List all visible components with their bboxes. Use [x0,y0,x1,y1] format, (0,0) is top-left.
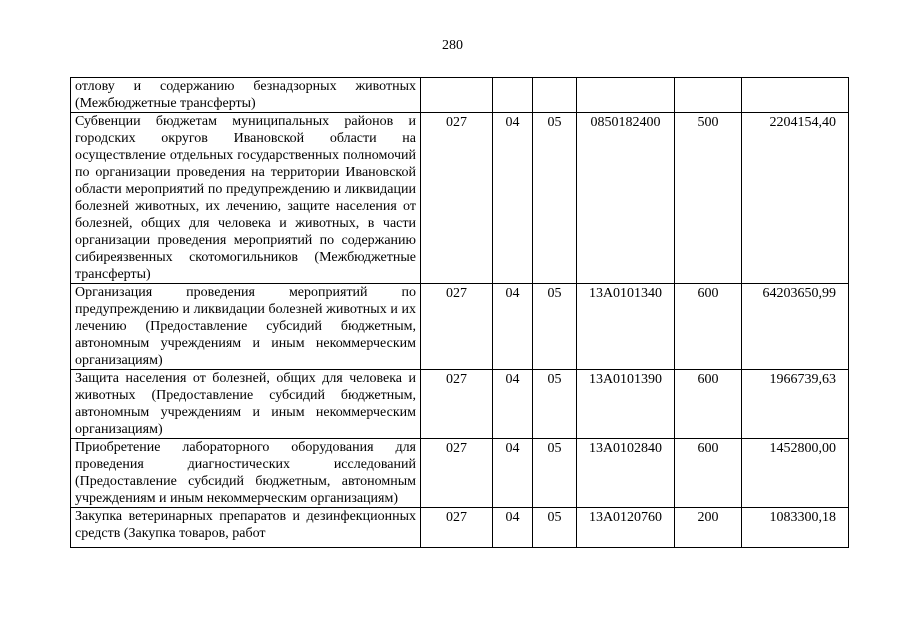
subsection-code-cell: 05 [533,439,577,508]
section-code-cell: 04 [493,113,533,284]
target-code-cell: 13А0101340 [577,284,675,370]
section-code-cell [493,78,533,113]
target-code-cell: 13А0101390 [577,370,675,439]
section-code-cell: 04 [493,508,533,548]
expense-type-cell: 600 [675,370,742,439]
subsection-code-cell [533,78,577,113]
ministry-code-cell: 027 [421,439,493,508]
expense-type-cell: 600 [675,439,742,508]
expense-name-cell: Приобретение лабораторного оборудования для проведения диагностических исследований (Предоставление субсидий бюджетным, автономным учреждениям и иным некоммерческим организациям) [71,439,421,508]
expense-type-cell: 200 [675,508,742,548]
ministry-code-cell: 027 [421,508,493,548]
section-code-cell: 04 [493,439,533,508]
amount-cell: 1966739,63 [742,370,849,439]
amount-cell: 2204154,40 [742,113,849,284]
expense-type-cell: 500 [675,113,742,284]
section-code-cell: 04 [493,284,533,370]
page-number: 280 [442,38,463,53]
table-row [71,508,849,548]
budget-table [70,77,849,548]
subsection-code-cell: 05 [533,508,577,548]
ministry-code-cell: 027 [421,284,493,370]
table-row [71,113,849,284]
subsection-code-cell: 05 [533,370,577,439]
ministry-code-cell: 027 [421,370,493,439]
target-code-cell: 0850182400 [577,113,675,284]
target-code-cell: 13А0102840 [577,439,675,508]
table-row [71,78,849,113]
target-code-cell: 13А0120760 [577,508,675,548]
subsection-code-cell: 05 [533,113,577,284]
expense-name-cell: Субвенции бюджетам муниципальных районов и городских округов Ивановской области на осуществление отдельных государственных полномочий по организации проведения на территории Ивановской области мероприятий по предупреждению и ликвидации болезней животных, их лечению, защите населения от болезней, общих для человека и животных, в части организации проведения мероприятий по содержанию сибиреязвенных скотомогильников (Межбюджетные трансферты) [71,113,421,284]
section-code-cell: 04 [493,370,533,439]
subsection-code-cell: 05 [533,284,577,370]
table-row [71,370,849,439]
target-code-cell [577,78,675,113]
expense-type-cell [675,78,742,113]
amount-cell: 1083300,18 [742,508,849,548]
expense-name-cell: Защита населения от болезней, общих для человека и животных (Предоставление субсидий бюджетным, автономным учреждениям и иным некоммерческим организациям) [71,370,421,439]
amount-cell: 64203650,99 [742,284,849,370]
ministry-code-cell [421,78,493,113]
expense-name-cell: отлову и содержанию безнадзорных животных (Межбюджетные трансферты) [71,78,421,113]
expense-type-cell: 600 [675,284,742,370]
expense-name-cell: Закупка ветеринарных препаратов и дезинфекционных средств (Закупка товаров, работ [71,508,421,548]
ministry-code-cell: 027 [421,113,493,284]
amount-cell: 1452800,00 [742,439,849,508]
table-row [71,284,849,370]
expense-name-cell: Организация проведения мероприятий по предупреждению и ликвидации болезней животных и их лечению (Предоставление субсидий бюджетным, автономным учреждениям и иным некоммерческим организациям) [71,284,421,370]
amount-cell [742,78,849,113]
table-row [71,439,849,508]
